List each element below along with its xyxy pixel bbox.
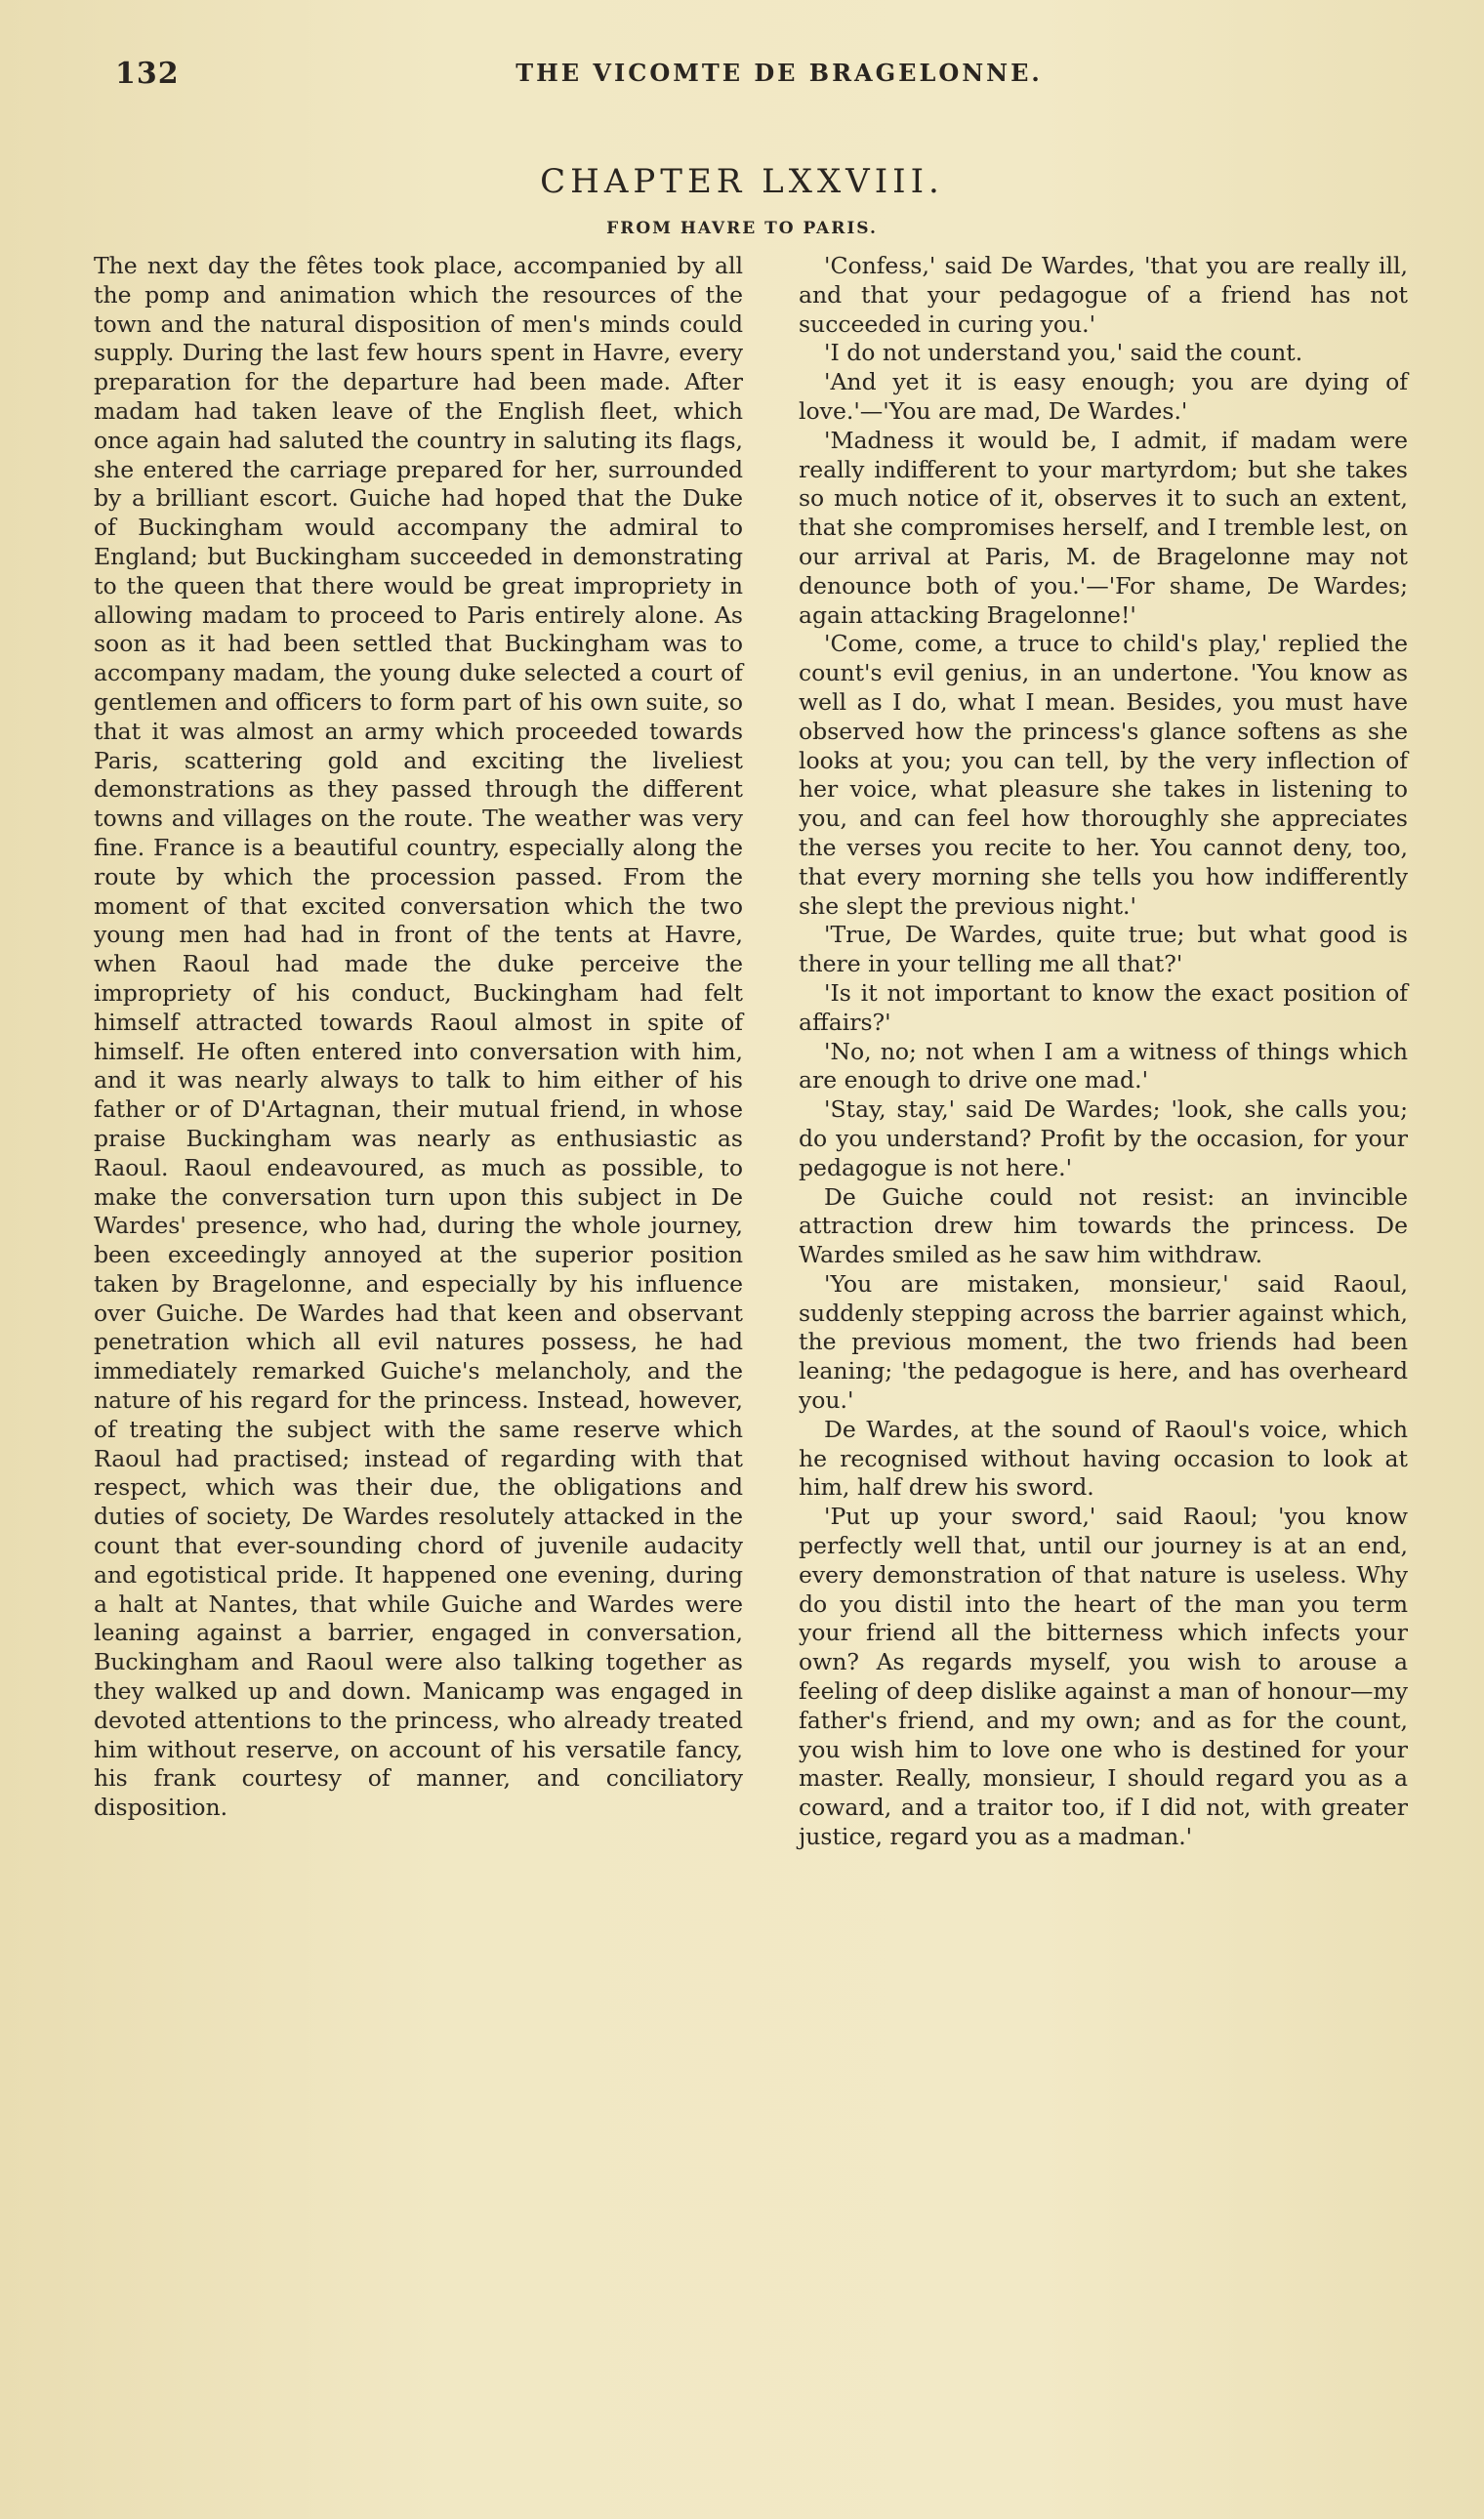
right-paragraph-11: 'You are mistaken, monsieur,' said Raoul, suddenly stepping across the barrier against which, the previous moment, the two friends had been leaning; 'the pedagogue is here, and has overheard you.' (799, 1269, 1408, 1415)
running-title: THE VICOMTE DE BRAGELONNE. (515, 59, 1043, 87)
right-paragraph-13: 'Put up your sword,' said Raoul; 'you know perfectly well that, until our journey is at an end, every demonstration of that nature is useless. Why do you distil into the heart of the man you term your friend all the bitterness which infects your own? As regards myself, you wish to arouse a feeling of deep dislike against a man of honour—my father's friend, and my own; and as for the count, you wish him to love one who is destined for your master. Really, monsieur, I should regard you as a coward, and a traitor too, if I did not, with greater justice, regard you as a madman.' (799, 1503, 1408, 1851)
chapter-subtitle: FROM HAVRE TO PARIS. (606, 219, 878, 238)
page-number: 132 (115, 57, 180, 91)
left-paragraph-1: The next day the fêtes took place, accompanied by all the pomp and animation which the resources of the town and the natural disposition of men's minds could supply. During the last few hours spent in Havre, every preparation for the departure had been made. After madam had taken leave of the English fleet, which once again had saluted the country in saluting its flags, she entered the carriage prepared for her, surrounded by a brilliant escort. Guiche had hoped that the Duke of Buckingham would accompany the admiral to England; but Buckingham succeeded in demonstrating to the queen that there would be great impropriety in allowing madam to proceed to Paris entirely alone. As soon as it had been settled that Buckingham was to accompany madam, the young duke selected a court of gentlemen and officers to form part of his own suite, so that it was almost an army which proceeded towards Paris, scattering gold and exciting the liveliest demonstrations as they passed through the different towns and villages on the route. The weather was very fine. France is a beautiful country, especially along the route by which the procession passed. From the moment of that excited conversation which the two young men had had in front of the tents at Havre, when Raoul had made the duke perceive the impropriety of his conduct, Buckingham had felt himself attracted towards Raoul almost in spite of himself. He often entered into conversation with him, and it was nearly always to talk to him either of his father or of D'Artagnan, their mutual friend, in whose praise Buckingham was nearly as enthusiastic as Raoul. Raoul endeavoured, as much as possible, to make the conversation turn upon this subject in De Wardes' presence, who had, during the whole journey, been exceedingly annoyed at the superior position taken by Bragelonne, and especially by his influence over Guiche. De Wardes had that keen and observant penetration which all evil natures possess, he had immediately remarked Guiche's melancholy, and the nature of his regard for the princess. Instead, however, of treating the subject with the same reserve which Raoul had practised; instead of regarding with that respect, which was their due, the obligations and duties of society, De Wardes resolutely attacked in the count that ever-sounding chord of juvenile audacity and egotistical pride. It happened one evening, during a halt at Nantes, that while Guiche and Wardes were leaning against a barrier, engaged in conversation, Buckingham and Raoul were also talking together as they walked up and down. Manicamp was engaged in devoted attentions to the princess, who already treated him without reserve, on account of his versatile fancy, his frank courtesy of manner, and conciliatory disposition. (94, 252, 743, 1822)
right-paragraph-4: 'Madness it would be, I admit, if madam were really indifferent to your martyrdom; but she takes so much notice of it, observes it to such an extent, that she compromises herself, and I tremble lest, on our arrival at Paris, M. de Bragelonne may not denounce both of you.'—'For shame, De Wardes; again attacking Bragelonne!' (799, 426, 1408, 629)
left-column (94, 252, 743, 1823)
right-paragraph-12: De Wardes, at the sound of Raoul's voice, which he recognised without having occasion to look at him, half drew his sword. (799, 1415, 1408, 1502)
right-column (799, 252, 1408, 1852)
chapter-title: CHAPTER LXXVIII. (540, 162, 944, 201)
right-paragraph-2: 'I do not understand you,' said the count. (824, 339, 1303, 367)
running-head (115, 57, 1443, 96)
right-paragraph-8: 'No, no; not when I am a witness of things which are enough to drive one mad.' (799, 1037, 1408, 1094)
right-paragraph-9: 'Stay, stay,' said De Wardes; 'look, she calls you; do you understand? Profit by the occasion, for your pedagogue is not here.' (799, 1095, 1408, 1181)
right-paragraph-6: 'True, De Wardes, quite true; but what good is there in your telling me all that?' (799, 921, 1408, 978)
right-paragraph-1: 'Confess,' said De Wardes, 'that you are really ill, and that your pedagogue of a friend has not succeeded in curing you.' (799, 252, 1408, 338)
right-paragraph-3: 'And yet it is easy enough; you are dying of love.'—'You are mad, De Wardes.' (799, 368, 1408, 425)
right-paragraph-7: 'Is it not important to know the exact position of affairs?' (799, 978, 1408, 1036)
right-paragraph-10: De Guiche could not resist: an invincible attraction drew him towards the princess. De Wardes smiled as he saw him withdraw. (799, 1182, 1408, 1269)
right-paragraph-5: 'Come, come, a truce to child's play,' replied the count's evil genius, in an undertone. 'You know as well as I do, what I mean. Besides, you must have observed how the princess's glance softens as she looks at you; you can tell, by the very inflection of her voice, what pleasure she takes in listening to you, and can feel how thoroughly she appreciates the verses you recite to her. You cannot deny, too, that every morning she tells you how indifferently she slept the previous night.' (799, 630, 1408, 920)
